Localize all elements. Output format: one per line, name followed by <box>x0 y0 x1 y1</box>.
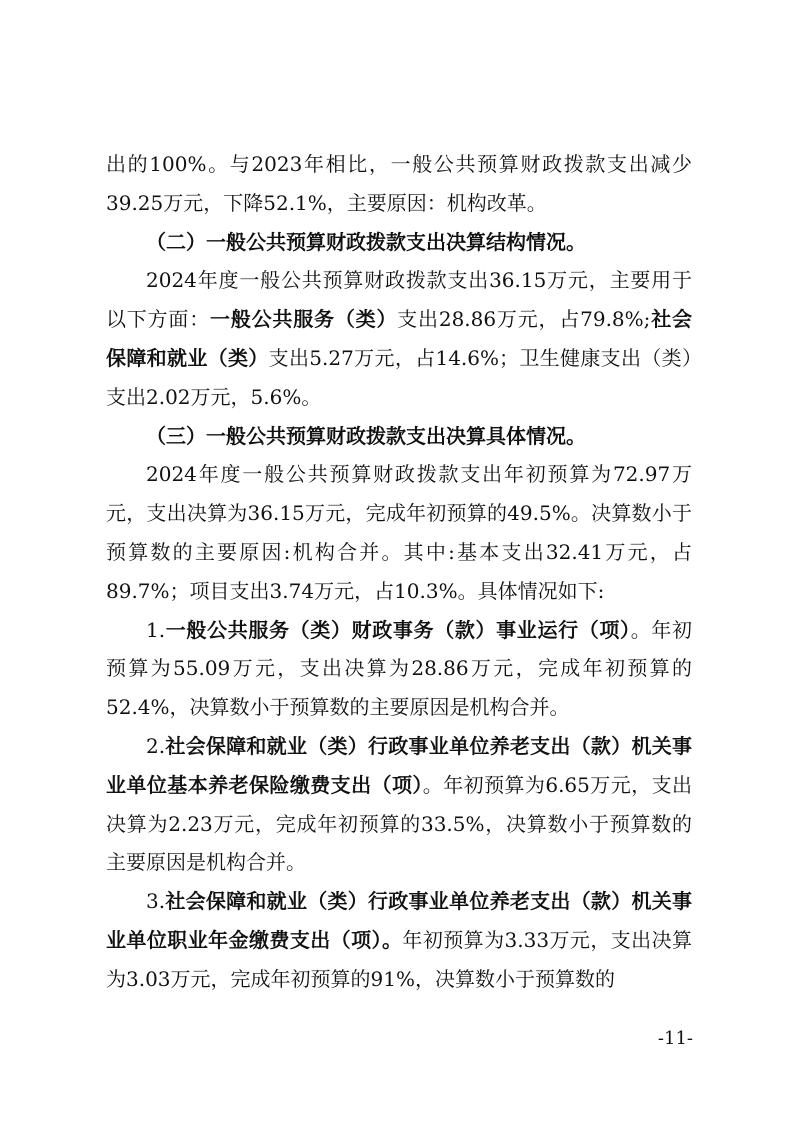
heading-text: （二）一般公共预算财政拨款支出决算结构情况。 <box>146 229 586 254</box>
paragraph-text: 出的100%。与2023年相比，一般公共预算财政拨款支出减少39.25万元，下降52.1%，主要原因：机构改革。 <box>106 152 692 215</box>
section-heading-3 <box>106 417 692 456</box>
item-title-tail: 。 <box>381 927 403 952</box>
item-text: 。年初预算为6.65万元，支出决算为2.23万元，完成年初预算的33.5%，决算数小于预算数的主要原因是机构合并。 <box>106 772 693 875</box>
item-text: 。年初预算为55.09万元，支出决算为28.86万元，完成年初预算的52.4%，决算数小于预算数的主要原因是机构合并。 <box>106 617 693 720</box>
page-number: -11- <box>657 1028 693 1049</box>
category-general-public-services: 一般公共服务（类） <box>210 307 398 332</box>
category-social-security: 社会保障和就业（类） <box>106 307 693 370</box>
item-text: 年初预算为3.33万元，支出决算为3.03万元，完成年初预算的91%，决算数小于预算数的 <box>106 927 693 991</box>
paragraph-text: 2024年度一般公共预算财政拨款支出年初预算为72.97万元，支出决算为36.15万元，完成年初预算的49.5%。决算数小于预算数的主要原因:机构合并。其中:基本支出32.41万元，占89.7%；项目支出3.74万元，占10.3%。具体情况如下: <box>106 462 692 603</box>
paragraph-continuation <box>106 145 692 223</box>
heading-text: （三）一般公共预算财政拨款支出决算具体情况。 <box>146 423 586 448</box>
item-number: 1. <box>146 617 166 642</box>
paragraph-details <box>106 455 692 610</box>
paragraph-text: 支出28.86万元，占79.8%; <box>397 307 651 332</box>
item-title: 一般公共服务（类）财政事务（款）事业运行（项） <box>165 617 631 642</box>
paragraph-structure <box>106 261 692 416</box>
list-item-1 <box>106 611 692 727</box>
paragraph-text: 2024年度一般公共预算财政拨款支出36.15万元，主要用于以下方面： <box>106 268 692 332</box>
list-item-3 <box>106 882 692 998</box>
paragraph-text: 支出5.27万元，占14.6%；卫生健康支出（类）支出2.02万元，5.6%。 <box>106 345 692 409</box>
section-heading-2 <box>106 223 692 262</box>
list-item-2 <box>106 727 692 882</box>
item-title: 社会保障和就业（类）行政事业单位养老支出（款）机关事业单位基本养老保险缴费支出（项） <box>106 733 692 797</box>
item-title: 社会保障和就业（类）行政事业单位养老支出（款）机关事业单位职业年金缴费支出（项） <box>106 889 692 952</box>
item-number: 2. <box>146 733 166 758</box>
item-number: 3. <box>146 889 166 914</box>
document-body <box>106 145 692 999</box>
